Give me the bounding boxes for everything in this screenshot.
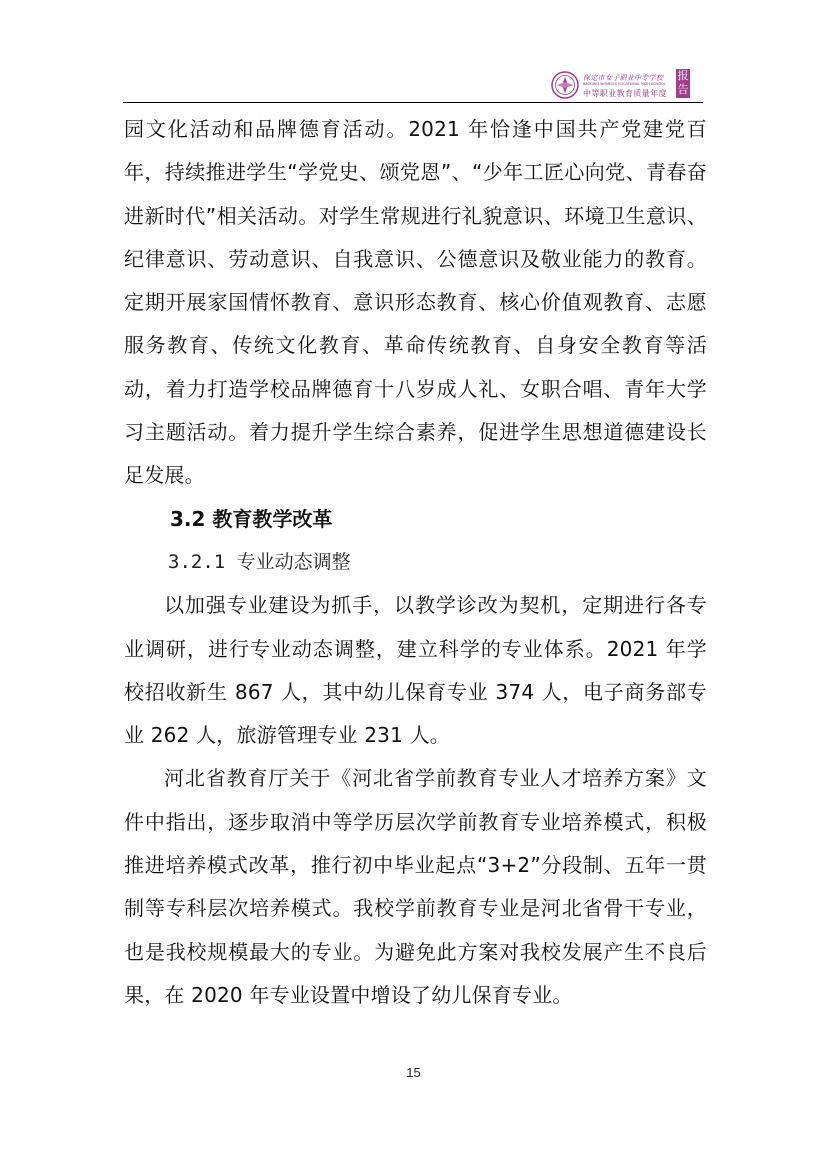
paragraph-major-adjustment: 以加强专业建设为抓手，以教学诊改为契机，定期进行各专业调研，进行专业动态调整，建立科学的专业体系。2021 年学校招收新生 867 人，其中幼儿保育专业 374 人，电子商务部专业 262 人，旅游管理专业 231 人。 xyxy=(124,593,707,748)
paragraph-training-plan: 河北省教育厅关于《河北省学前教育专业人才培养方案》文件中指出，逐步取消中等学历层次学前教育专业培养模式，积极推进培养模式改革，推行初中毕业起点“3+2”分段制、五年一贯制等专科层次培养模式。我校学前教育专业是河北省骨干专业，也是我校规模最大的专业。为避免此方案对我校发展产生不良后果，在 2020 年专业设置中增设了幼儿保育专业。 xyxy=(124,766,707,1007)
page-number: 15 xyxy=(406,1065,421,1080)
section-heading: 3.2 教育教学改革 xyxy=(170,506,333,531)
report-label-badge: 报告 xyxy=(677,69,689,96)
header-divider xyxy=(123,102,703,103)
page-body xyxy=(124,108,707,1017)
school-logo-icon xyxy=(551,71,579,99)
school-name: 保定市女子职业中专学校 xyxy=(583,74,664,82)
subsection-heading: 3.2.1 专业动态调整 xyxy=(168,550,351,573)
report-title: 中等职业教育质量年度 xyxy=(583,89,667,98)
paragraph-moral-education: 园文化活动和品牌德育活动。2021 年恰逢中国共产党建党百年，持续推进学生“学党史、颂党恩”、“少年工匠心向党、青春奋进新时代”相关活动。对学生常规进行礼貌意识、环境卫生意识、纪律意识、劳动意识、自我意识、公德意识及敬业能力的教育。定期开展家国情怀教育、意识形态教育、核心价值观教育、志愿服务教育、传统文化教育、革命传统教育、自身安全教育等活动，着力打造学校品牌德育十八岁成人礼、女职合唱、青年大学习主题活动。着力提升学生综合素养，促进学生思想道德建设长足发展。 xyxy=(124,117,707,488)
school-name-english: BAODING WOMEN'S VOCATIONAL HIGH SCHOOL xyxy=(583,82,666,86)
page-header xyxy=(0,0,827,103)
